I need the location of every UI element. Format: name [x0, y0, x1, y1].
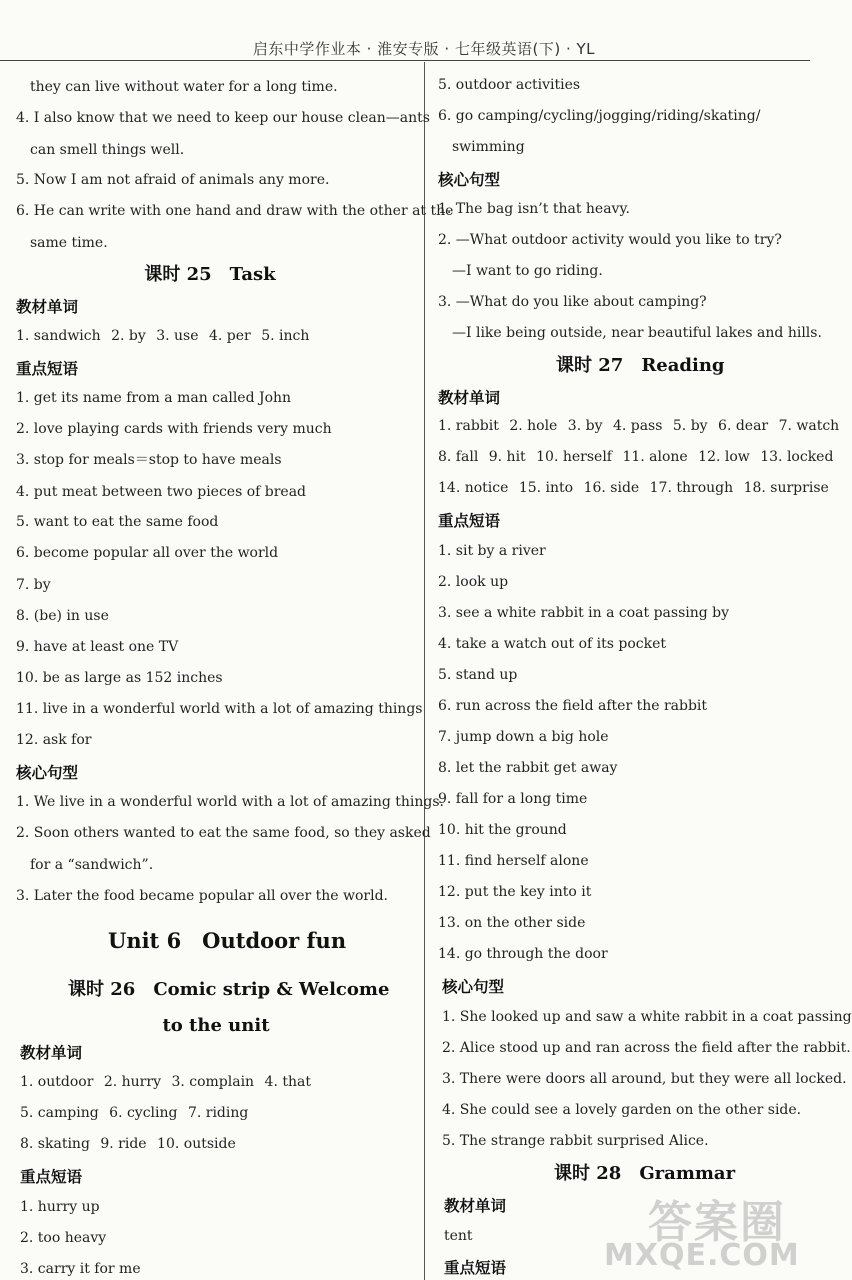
sentence-item: for a “sandwich”.: [30, 857, 154, 873]
phrase-heading: 重点短语: [438, 512, 501, 530]
sentence-item: 2. —What outdoor activity would you like to try?: [438, 232, 782, 248]
lesson-26-title: 课时 26 Comic strip & Welcome: [68, 979, 390, 1000]
phrase-item: 2. look up: [438, 574, 509, 590]
phrase-item: 4. take a watch out of its pocket: [438, 636, 667, 652]
vocab-item: 12. low: [698, 449, 750, 465]
vocab-item: tent: [444, 1228, 473, 1244]
answer-line: they can live without water for a long time.: [30, 79, 338, 95]
phrase-item: 12. ask for: [16, 732, 92, 748]
vocab-heading: 教材单词: [20, 1044, 83, 1062]
sentence-item: 3. There were doors all around, but they were all locked.: [442, 1071, 847, 1087]
vocab-item: 10. outside: [157, 1136, 236, 1152]
vocab-item: 8. fall: [438, 449, 479, 465]
column-divider: [424, 62, 425, 1280]
sentence-heading: 核心句型: [442, 978, 505, 996]
vocab-item: 3. use: [156, 328, 199, 344]
page-header: [0, 0, 810, 62]
lesson-27-title: 课时 27 Reading: [556, 355, 725, 376]
sentence-item: 5. The strange rabbit surprised Alice.: [442, 1133, 709, 1149]
lesson-28-title: 课时 28 Grammar: [554, 1163, 736, 1184]
sentence-heading: 核心句型: [438, 171, 501, 189]
vocab-item: 3. by: [567, 418, 603, 434]
phrase-item: 11. find herself alone: [438, 853, 589, 869]
phrase-item: 8. (be) in use: [16, 608, 109, 624]
vocab-heading: 教材单词: [16, 298, 79, 316]
sentence-item: 1. She looked up and saw a white rabbit in a coat passing: [442, 1009, 852, 1025]
answer-line: 4. I also know that we need to keep our house clean—ants: [16, 110, 430, 126]
vocab-item: 6. dear: [718, 418, 769, 434]
sentence-item: 2. Soon others wanted to eat the same food, so they asked: [16, 825, 431, 841]
vocab-item: 16. side: [583, 480, 640, 496]
phrase-item: 11. live in a wonderful world with a lot of amazing things: [16, 701, 423, 717]
vocab-item: 14. notice: [438, 480, 509, 496]
phrase-item: 12. put the key into it: [438, 884, 592, 900]
lesson-26-title-cont: to the unit: [162, 1015, 270, 1036]
vocab-item: 1. outdoor: [20, 1074, 94, 1090]
answer-line: can smell things well.: [30, 142, 185, 158]
vocab-item: 5. inch: [261, 328, 310, 344]
phrase-heading: 重点短语: [16, 360, 79, 378]
vocab-item: 4. that: [264, 1074, 311, 1090]
vocab-heading: 教材单词: [438, 389, 501, 407]
vocab-item: 1. rabbit: [438, 418, 499, 434]
vocab-item: 6. cycling: [109, 1105, 178, 1121]
phrase-item: 6. become popular all over the world: [16, 545, 279, 561]
answer-line: 5. Now I am not afraid of animals any more.: [16, 172, 330, 188]
sentence-item: 4. She could see a lovely garden on the other side.: [442, 1102, 802, 1118]
header-rule: [0, 60, 810, 61]
vocab-item: 11. alone: [622, 449, 688, 465]
vocab-heading: 教材单词: [444, 1197, 507, 1215]
sentence-item: 3. Later the food became popular all over the world.: [16, 888, 389, 904]
vocab-item: 3. complain: [171, 1074, 255, 1090]
vocab-item: 7. watch: [778, 418, 840, 434]
vocab-row: [16, 326, 315, 346]
phrase-item: 8. let the rabbit get away: [438, 760, 618, 776]
sentence-item: 1. The bag isn’t that heavy.: [438, 201, 630, 217]
phrase-item: 4. put meat between two pieces of bread: [16, 484, 307, 500]
phrase-item: 1. sit by a river: [438, 543, 546, 559]
vocab-item: 5. by: [672, 418, 708, 434]
sentence-item: —I like being outside, near beautiful lakes and hills.: [452, 325, 822, 341]
vocab-item: 5. camping: [20, 1105, 99, 1121]
vocab-item: 9. ride: [100, 1136, 147, 1152]
phrase-item: swimming: [452, 139, 525, 155]
sentence-item: 1. We live in a wonderful world with a lot of amazing things.: [16, 794, 444, 810]
phrase-item: 3. see a white rabbit in a coat passing by: [438, 605, 730, 621]
watermark-bottom: MXQE.COM: [604, 1238, 800, 1273]
sentence-heading: 核心句型: [16, 764, 79, 782]
phrase-item: 2. too heavy: [20, 1230, 107, 1246]
phrase-item: 9. have at least one TV: [16, 639, 179, 655]
vocab-item: 13. locked: [760, 449, 834, 465]
vocab-row: [20, 1134, 242, 1154]
vocab-item: 1. sandwich: [16, 328, 101, 344]
answer-line: 6. He can write with one hand and draw with the other at the: [16, 203, 454, 219]
vocab-row: [438, 447, 839, 467]
sentence-item: 3. —What do you like about camping?: [438, 294, 707, 310]
unit-title: Unit 6 Outdoor fun: [108, 928, 347, 953]
vocab-item: 4. per: [208, 328, 251, 344]
phrase-item: 1. hurry up: [20, 1199, 100, 1215]
phrase-item: 7. by: [16, 577, 51, 593]
vocab-item: 18. surprise: [743, 480, 829, 496]
phrase-item: 3. carry it for me: [20, 1261, 141, 1277]
phrase-heading: 重点短语: [444, 1259, 507, 1277]
phrase-item: 7. jump down a big hole: [438, 729, 609, 745]
vocab-row: [438, 478, 835, 498]
phrase-item: 6. go camping/cycling/jogging/riding/skating/: [438, 108, 761, 124]
vocab-item: 2. hurry: [103, 1074, 161, 1090]
phrase-item: 5. stand up: [438, 667, 518, 683]
phrase-item: 5. outdoor activities: [438, 77, 581, 93]
phrase-item: 10. be as large as 152 inches: [16, 670, 223, 686]
answer-line: same time.: [30, 235, 108, 251]
vocab-item: 9. hit: [488, 449, 526, 465]
vocab-row: [20, 1103, 254, 1123]
vocab-item: 8. skating: [20, 1136, 90, 1152]
vocab-row: [438, 416, 845, 436]
sentence-item: —I want to go riding.: [452, 263, 603, 279]
vocab-item: 17. through: [649, 480, 734, 496]
phrase-item: 6. run across the field after the rabbit: [438, 698, 708, 714]
phrase-item: 5. want to eat the same food: [16, 514, 219, 530]
vocab-item: 2. hole: [509, 418, 558, 434]
vocab-item: 15. into: [518, 480, 574, 496]
lesson-25-title: 课时 25 Task: [144, 264, 276, 285]
phrase-item: 14. go through the door: [438, 946, 608, 962]
vocab-item: 2. by: [111, 328, 146, 344]
phrase-item: 10. hit the ground: [438, 822, 567, 838]
phrase-item: 2. love playing cards with friends very much: [16, 421, 332, 437]
vocab-row: [20, 1072, 317, 1092]
phrase-item: 1. get its name from a man called John: [16, 390, 292, 406]
phrase-item: 13. on the other side: [438, 915, 586, 931]
phrase-item: 3. stop for meals＝stop to have meals: [16, 452, 282, 468]
vocab-item: 10. herself: [536, 449, 612, 465]
phrase-heading: 重点短语: [20, 1168, 83, 1186]
watermark-top: 答案圈: [648, 1197, 786, 1248]
sentence-item: 2. Alice stood up and ran across the field after the rabbit.: [442, 1040, 851, 1056]
header-title: 启东中学作业本 · 淮安专版 · 七年级英语(下) · YL: [252, 40, 595, 58]
watermark: [604, 1186, 804, 1276]
vocab-item: 7. riding: [187, 1105, 249, 1121]
vocab-item: 4. pass: [612, 418, 663, 434]
phrase-item: 9. fall for a long time: [438, 791, 588, 807]
